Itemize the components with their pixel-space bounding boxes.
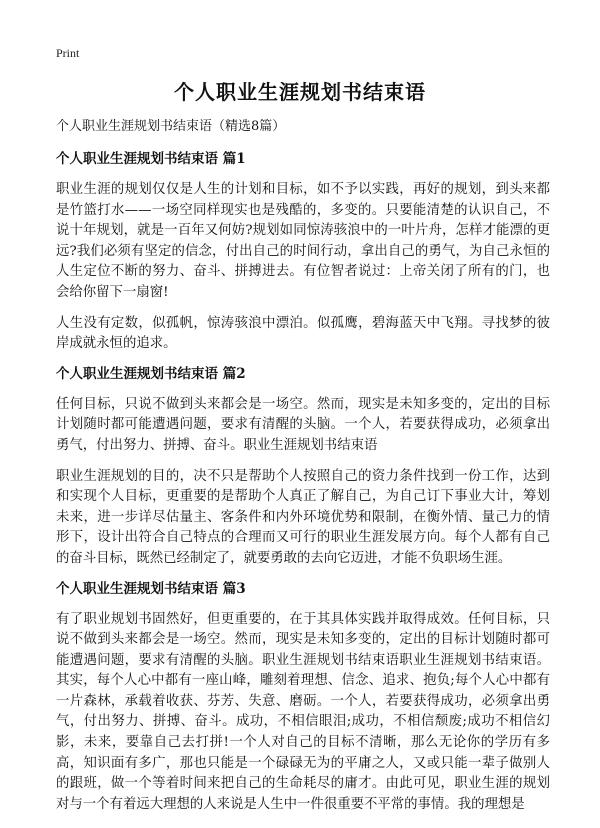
section-2 [56, 365, 550, 570]
page-title: 个人职业生涯规划书结束语 [174, 80, 426, 104]
paragraph: 职业生涯规划的目的，决不只是帮助个人按照自己的资力条件找到一份工作，达到和实现个人目标，更重要的是帮助个人真正了解自己，为自己订下事业大计，筹划未来，进一步详尽估量主、客条件和内外环境优势和限制，在衡外情、量己力的情形下，设计出符合自己特点的合理而又可行的职业生涯发展方向。每个人都有自己的奋斗目标，既然已经制定了，就要勇敢的去向它迈进，才能不负职场生涯。 [56, 468, 550, 566]
section-heading: 个人职业生涯规划书结束语 篇3 [56, 580, 246, 597]
article-subtitle: 个人职业生涯规划书结束语（精选8篇） [56, 119, 286, 134]
section-heading: 个人职业生涯规划书结束语 篇2 [56, 365, 246, 382]
paragraph: 有了职业规划书固然好，但更重要的，在于其具体实践并取得成效。任何目标，只说不做到头来都会是一场空。然而，现实是未知多变的，定出的目标计划随时都可能遭遇问题，要求有清醒的头脑。职业生涯规划书结束语职业生涯规划书结束语。其实，每个人心中都有一座山峰，雕刻着理想、信念、追求、抱负;每个人心中都有一片森林，承载着收获、芬芳、失意、磨砺。一个人，若要获得成功，必须拿出勇气，付出努力、拼搏、奋斗。成功，不相信眼泪;成功，不相信颓废;成功不相信幻影，未来，要靠自己去打拼!一个人对自己的目标不清晰，那么无论你的学历有多高，知识面有多广，那也只能是一个碌碌无为的平庸之人，又或只能一辈子做别人的跟班，做一个等着时间来把自己的生命耗尽的庸才。由此可见，职业生涯的规划对与一个有着远大理想的人来说是人生中一件很重要不平常的事情。我的理想是 [56, 611, 550, 812]
section-3 [56, 580, 550, 816]
print-link[interactable]: Print [56, 46, 80, 60]
paragraph: 任何目标，只说不做到头来都会是一场空。然而，现实是未知多变的，定出的目标计划随时都可能遭遇问题，要求有清醒的头脑。一个人，若要获得成功，必须拿出勇气，付出努力、拼搏、奋斗。职业生涯规划书结束语 [56, 396, 550, 453]
article-body [56, 118, 550, 825]
paragraph: 人生没有定数，似孤帆，惊涛骇浪中漂泊。似孤鹰，碧海蓝天中飞翔。寻找梦的彼岸成就永恒的追求。 [56, 315, 550, 352]
paragraph: 职业生涯的规划仅仅是人生的计划和目标，如不予以实践，再好的规划，到头来都是竹篮打水——一场空同样现实也是残酷的，多变的。只要能清楚的认识自己，不说十年规划，就是一百年又何妨?规划如同惊涛骇浪中的一叶片舟，怎样才能漂的更远?我们必须有坚定的信念，付出自己的时间行动，拿出自己的勇气，为自己永恒的人生定位不断的努力、奋斗、拼搏进去。有位智者说过：上帝关闭了所有的门，也会给你留下一扇窗! [56, 182, 550, 300]
section-1 [56, 150, 550, 355]
section-heading: 个人职业生涯规划书结束语 篇1 [56, 151, 246, 167]
